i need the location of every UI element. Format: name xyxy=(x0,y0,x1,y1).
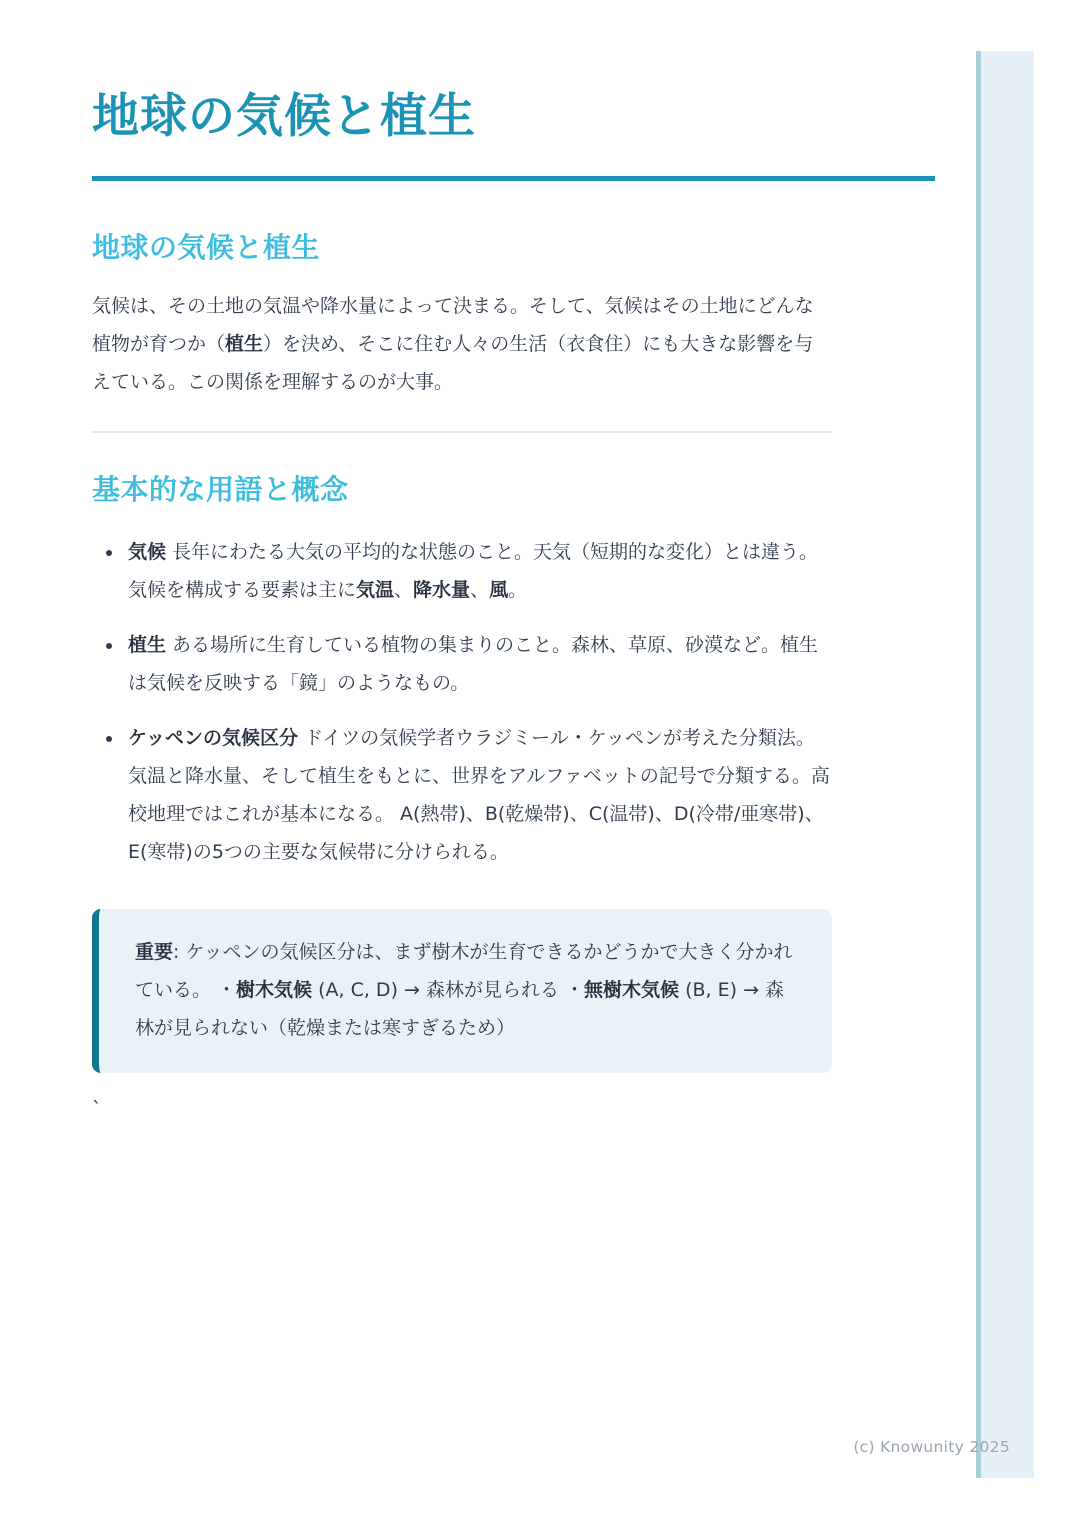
list-item-kikou: • 気候 長年にわたる大気の平均的な状態のこと。天気（短期的な変化）とは違う。 気候を構成する要素は主に気温、降水量、風。 xyxy=(124,533,832,609)
section-divider xyxy=(92,431,832,433)
page-title: 地球の気候と植生 xyxy=(92,89,476,144)
section-heading-terms: 基本的な用語と概念 xyxy=(92,473,349,506)
page-content xyxy=(92,0,935,1119)
list-item-shokusei: • 植生 ある場所に生育している植物の集まりのこと。森林、草原、砂漠など。植生は気候を反映する「鏡」のようなもの。 xyxy=(124,626,832,702)
terms-list xyxy=(92,533,832,871)
stray-backtick-text: ` xyxy=(92,1098,102,1120)
list-item-koppen: • ケッペンの気候区分 ドイツの気候学者ウラジミール・ケッペンが考えた分類法。気温と降水量、そして植生をもとに、世界をアルファベットの記号で分類する。高校地理ではこれが基本になる。 A(熱帯)、B(乾燥帯)、C(温帯)、D(冷帯/亜寒帯)、E(寒帯)の5つの主要な気候帯に分けられる。 xyxy=(124,719,832,871)
title-rule xyxy=(92,176,935,181)
footer-copyright: (c) Knowunity 2025 xyxy=(853,1438,1010,1456)
important-callout-text: 重要: ケッペンの気候区分は、まず樹木が生育できるかどうかで大きく分かれている。 ・樹木気候 (A, C, D) → 森林が見られる ・無樹木気候 (B, E) → 森林が見られない（乾燥または寒すぎるため） xyxy=(135,941,793,1039)
section-heading-intro: 地球の気候と植生 xyxy=(92,231,321,264)
right-accent-bar xyxy=(976,51,1034,1478)
intro-paragraph: 気候は、その土地の気温や降水量によって決まる。そして、気候はその土地にどんな植物が育つか（植生）を決め、そこに住む人々の生活（衣食住）にも大きな影響を与えている。この関係を理解するのが大事。 xyxy=(92,295,814,393)
important-callout xyxy=(92,909,832,1073)
